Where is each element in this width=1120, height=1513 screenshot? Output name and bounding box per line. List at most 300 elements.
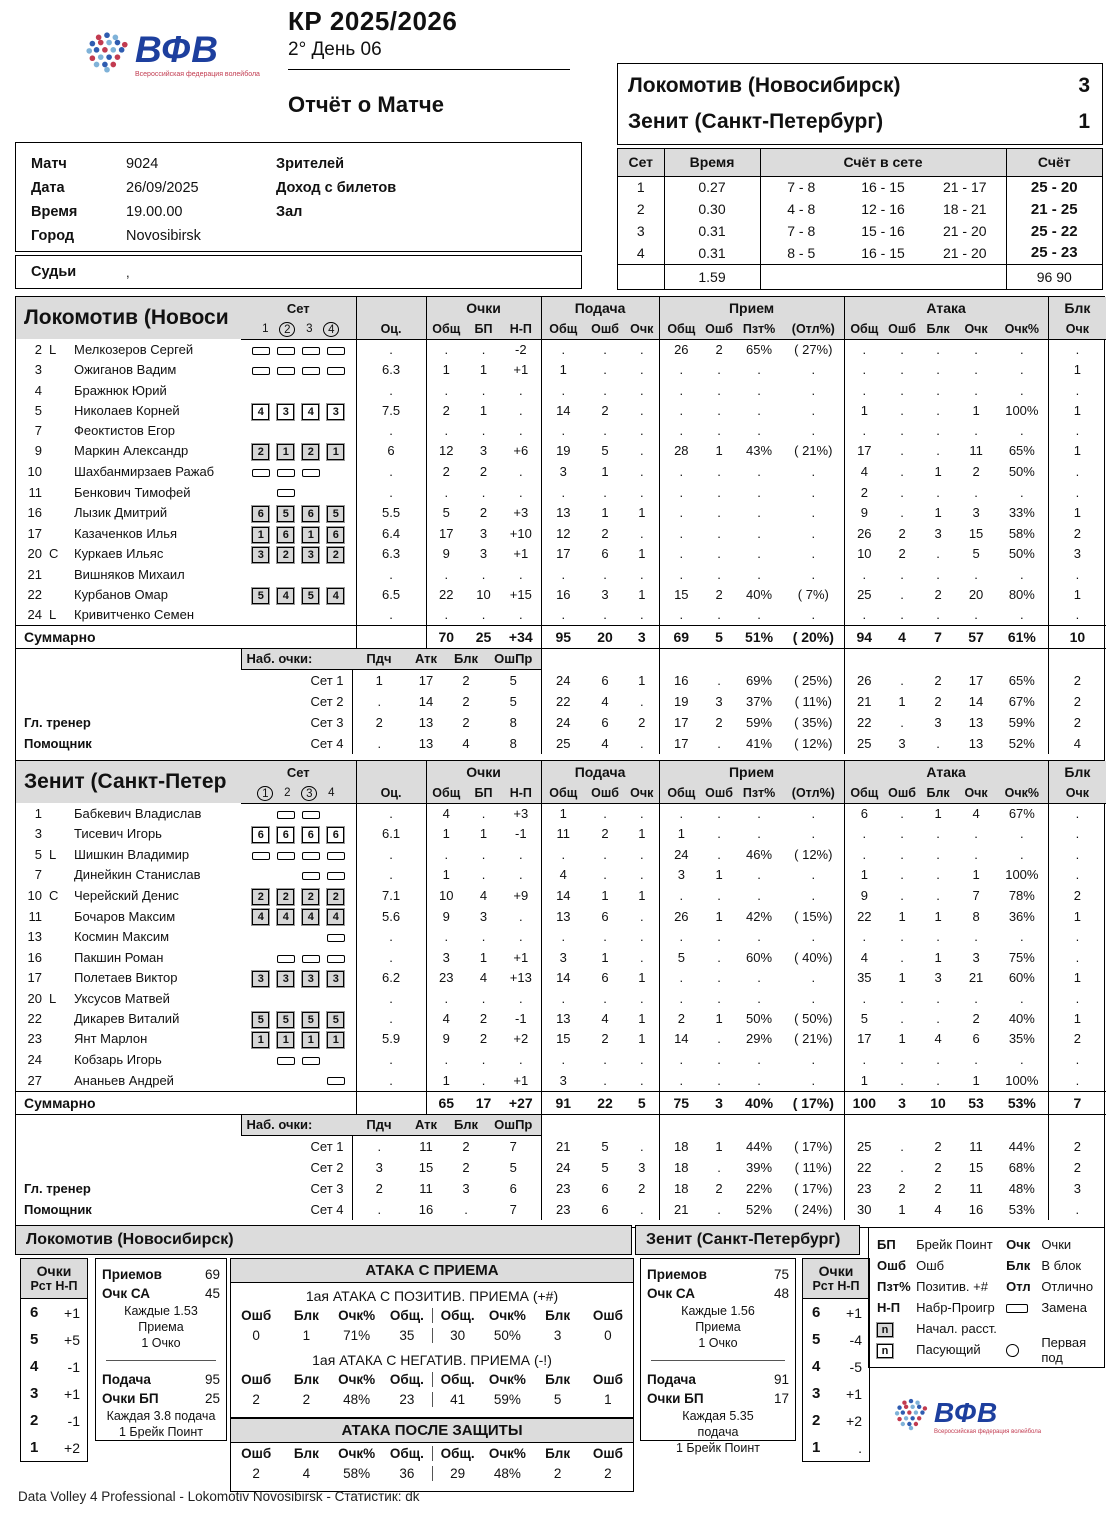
stat-cell: . [900, 505, 904, 521]
set-breakdown-row [16, 1135, 1106, 1157]
player-name: Николаев Корней [74, 402, 180, 418]
set-slot [273, 503, 298, 523]
attack-stat: Общ. [389, 1446, 424, 1461]
stat-label: Очк СА [102, 1286, 151, 1301]
stat-cell: 26 [844, 670, 884, 692]
stat-cell: 22 [844, 712, 884, 733]
stat-cell: 67% [1008, 805, 1035, 821]
set-slot [323, 1030, 348, 1050]
player-set-boxes [241, 503, 356, 524]
stat-cell: . [900, 1010, 904, 1026]
stat-cell: . [356, 462, 426, 483]
col-label: БП [466, 319, 501, 339]
summary-cell: 17 [466, 1091, 501, 1114]
set-score: 25 - 22 [1006, 220, 1102, 242]
stat-cell: 4 [601, 694, 609, 710]
attack-stat: 59% [493, 1392, 521, 1407]
points-box-header: Очки Рст Н-П [21, 1259, 87, 1299]
stat-cell: . [1048, 989, 1106, 1009]
set-numbers [241, 319, 356, 339]
stat-cell: . [639, 443, 644, 459]
negative-attack-values [231, 1392, 633, 1413]
rotation-points-row [21, 1434, 87, 1461]
stat-cell: . [811, 1072, 816, 1088]
player-row [16, 906, 1106, 927]
set-score: 25 - 20 [1006, 176, 1102, 198]
stat-cell: 23 [426, 968, 466, 989]
stat-cell: . [900, 443, 904, 459]
player-role: L [49, 607, 57, 623]
note-line: Каждые 1.53 [124, 1304, 198, 1318]
player-set-boxes [241, 803, 356, 824]
player-number: 4 [34, 382, 42, 398]
set-slot [323, 866, 348, 886]
team-name-header: Локомотив (Новоси [16, 297, 241, 339]
stat-cell: 5 [972, 546, 980, 562]
stat-cell: . [717, 402, 721, 418]
summary-cell: 20 [585, 626, 625, 649]
player-row [16, 544, 1106, 565]
stat-cell: 5.5 [356, 503, 426, 524]
player-name: Кривитченко Семен [74, 607, 195, 623]
stat-cell: 3 [715, 694, 723, 710]
stat-cell: . [603, 362, 607, 378]
stat-cell: 35% [1008, 1031, 1035, 1047]
stat-cell: . [659, 927, 703, 948]
stat-cell: . [356, 927, 426, 948]
stat-cell: 21 [659, 1199, 703, 1220]
rotation-points-row [21, 1380, 87, 1407]
note-line: Приема [695, 1320, 741, 1334]
summary-cell: 70 [426, 626, 466, 649]
stat-cell: . [639, 1201, 644, 1217]
col-label: Блк [920, 783, 956, 803]
stat-cell: . [518, 484, 523, 500]
stat-kv-row [647, 1370, 789, 1389]
stat-cell: 4 [844, 462, 884, 483]
stat-value: 91 [773, 1372, 789, 1387]
stat-cell: 24 [541, 670, 585, 692]
stat-cell: . [1020, 1051, 1024, 1067]
set-slot [248, 340, 273, 360]
set-slot [298, 401, 323, 421]
setter-position-box: 6 [252, 827, 269, 843]
stat-cell: 50% [1008, 546, 1035, 562]
stat-cell: 50% [746, 1010, 773, 1026]
player-role [46, 360, 68, 381]
home-team-table [15, 296, 1105, 762]
attack-stat: Блк [545, 1446, 571, 1461]
rotation-value: -1 [67, 1358, 80, 1375]
stat-cell: 41% [746, 736, 773, 752]
stat-cell: 5 [509, 673, 517, 689]
stat-cell: . [603, 846, 607, 862]
player-set-boxes [241, 339, 356, 360]
info-label: Город [31, 228, 75, 244]
stat-cell: 23 [844, 1178, 884, 1199]
stat-cell: . [717, 566, 721, 582]
stat-cell: . [974, 423, 978, 439]
set-slot [273, 825, 298, 845]
stat-cell: 33% [1008, 505, 1035, 521]
start-position-box: 1 [302, 1032, 319, 1048]
stat-label: Очки БП [647, 1391, 704, 1406]
stat-cell: 14 [418, 694, 434, 710]
stat-cell: 5 [509, 694, 517, 710]
col-label: Очк [956, 783, 996, 803]
player-row [16, 947, 1106, 968]
stat-cell: . [936, 484, 940, 500]
stat-cell: 6 [601, 715, 609, 731]
stat-cell: . [844, 1050, 884, 1071]
attack-stat: Ошб [241, 1446, 272, 1461]
stat-cell: 4 [934, 1201, 942, 1217]
note-line: Каждая 5.35 [682, 1409, 754, 1423]
match-info-box [15, 142, 582, 252]
col-rating: Оц. [356, 319, 426, 339]
stat-cell: 1 [601, 505, 609, 521]
stat-cell: . [1048, 381, 1106, 401]
substitution-box [302, 367, 320, 375]
set-slot [323, 545, 348, 565]
stat-cell: . [936, 423, 940, 439]
stat-cell: . [811, 805, 816, 821]
set-slot [273, 340, 298, 360]
player-number: 11 [28, 908, 42, 924]
start-position-box: 3 [277, 971, 294, 987]
set-slot [298, 907, 323, 927]
stat-cell: . [356, 482, 426, 503]
stat-cell: 1 [1048, 401, 1106, 422]
note-line: Каждая 3.8 подача [106, 1409, 216, 1423]
stat-cell: 1 [715, 443, 723, 459]
stat-cell: . [844, 845, 884, 866]
stat-cell: 4 [426, 1009, 466, 1030]
set-slot [273, 483, 298, 503]
summary-label: Суммарно [16, 626, 356, 649]
stat-cell: . [900, 867, 904, 883]
stat-cell: 2 [1048, 691, 1106, 712]
stat-cell: . [900, 464, 904, 480]
summary-cell: 3 [625, 626, 659, 649]
player-role: C [49, 888, 59, 904]
stat-cell: 22 [844, 1157, 884, 1178]
rotation-points-row [803, 1434, 869, 1461]
stat-cell: 2 [426, 401, 466, 422]
stat-cell: . [356, 845, 426, 866]
rotation-number: 1 [30, 1439, 39, 1456]
stat-cell: . [757, 484, 761, 500]
stat-cell: ( 25%) [794, 672, 833, 688]
player-name: Полетаев Виктор [74, 970, 178, 986]
stat-cell: . [352, 1135, 406, 1157]
stat-cell: 100% [1005, 867, 1039, 883]
set-number: 4 [636, 244, 645, 261]
stat-cell: 2 [1048, 712, 1106, 733]
partial-score: 12 - 16 [861, 201, 905, 217]
stat-cell: 1 [1048, 441, 1106, 462]
stat-cell: 1 [638, 826, 646, 842]
scored-points-label: Наб. очки: [241, 649, 352, 670]
stat-cell: . [757, 867, 761, 883]
col-label: ОшПр [486, 1115, 541, 1136]
player-row [16, 886, 1106, 907]
stat-cell: 3 [659, 865, 703, 886]
stat-cell: . [757, 505, 761, 521]
partial-score: 16 - 15 [861, 244, 905, 261]
vfv-logo [893, 1397, 1041, 1435]
substitution-box [327, 872, 345, 880]
col-label: Очк [1048, 783, 1106, 803]
rotation-number: 4 [812, 1358, 821, 1375]
col-label: (Отл%) [783, 319, 844, 339]
divider [106, 1360, 216, 1361]
set-row [618, 198, 1102, 220]
attack-after-defense-box [230, 1443, 634, 1492]
stat-cell: . [1020, 382, 1024, 398]
player-set-boxes [241, 845, 356, 866]
legend-row [877, 1334, 1100, 1365]
stat-cell: . [936, 443, 940, 459]
stat-cell: 5 [601, 1138, 609, 1154]
stat-cell: . [639, 362, 644, 378]
attack-stat: Блк [293, 1308, 319, 1323]
attack-stat: 2 [252, 1466, 260, 1481]
col-score: Счёт [1006, 149, 1102, 176]
stat-cell: 16 [968, 1201, 984, 1217]
stat-cell: . [481, 805, 486, 821]
player-role [46, 968, 68, 989]
stat-cell: 1 [844, 865, 884, 886]
partial-score: 18 - 21 [942, 201, 987, 217]
player-set-boxes [241, 968, 356, 989]
stat-value: 25 [204, 1391, 220, 1406]
set-slot [248, 524, 273, 544]
stat-cell: 6.1 [356, 824, 426, 845]
player-name: Мелкозеров Сергей [74, 341, 194, 357]
substitution-box [302, 1057, 320, 1065]
stat-cell: 14 [541, 886, 585, 907]
player-row [16, 585, 1106, 606]
stat-cell: . [603, 382, 607, 398]
positive-reception-subtitle: 1ая АТАКА С ПОЗИТИВ. ПРИЕМА (+#) [305, 1288, 559, 1304]
stat-cell: 52% [1008, 736, 1035, 752]
stat-cell: . [757, 464, 761, 480]
player-row [16, 381, 1106, 401]
start-position-box: 4 [277, 588, 294, 604]
attack-stat: 48% [343, 1392, 371, 1407]
stat-cell: . [603, 929, 607, 945]
setter-position-box: 4 [252, 404, 269, 420]
attack-stat: Блк [293, 1446, 319, 1461]
rotation-points-row [803, 1353, 869, 1380]
stat-cell: 3 [541, 947, 585, 968]
info-label: Зал [276, 204, 303, 220]
summary-cell: 5 [625, 1091, 659, 1114]
stat-cell: 4 [1048, 733, 1106, 754]
stat-cell: 4 [972, 805, 980, 821]
stat-cell: . [518, 846, 523, 862]
stat-cell: 3 [972, 505, 980, 521]
set-slot [273, 545, 298, 565]
stat-cell: 1 [715, 1010, 723, 1026]
player-number: 16 [27, 505, 42, 521]
player-name: Лызик Дмитрий [74, 505, 168, 521]
col-label: Общ [844, 783, 884, 803]
stat-value: 69 [204, 1267, 220, 1282]
player-number: 24 [27, 607, 42, 623]
stat-cell: 4 [479, 888, 488, 904]
player-row [16, 605, 1106, 626]
stat-cell: 2 [715, 1180, 723, 1196]
stat-cell: 11 [969, 443, 983, 459]
set-slot [273, 969, 298, 989]
stat-cell: . [603, 566, 607, 582]
stat-cell: 5.6 [356, 906, 426, 927]
stat-cell: . [481, 990, 486, 1006]
stat-cell: . [481, 846, 486, 862]
partial-score: 15 - 16 [861, 223, 905, 239]
stat-cell: . [811, 867, 816, 883]
stat-cell: 2 [934, 586, 942, 602]
player-row [16, 989, 1106, 1009]
stat-cell: 1 [1048, 1009, 1106, 1030]
stat-cell: . [481, 566, 486, 582]
set-slot [323, 585, 348, 605]
stat-cell: . [356, 421, 426, 441]
set-slot [298, 886, 323, 906]
stat-cell: . [639, 382, 644, 398]
start-position-box: 5 [302, 1012, 319, 1028]
stat-cell: . [936, 1010, 940, 1026]
set-slot [323, 907, 348, 927]
stat-cell: . [844, 360, 884, 381]
stat-cell: 1 [638, 586, 646, 602]
stat-cell: 3 [541, 1070, 585, 1091]
stat-cell: . [1048, 803, 1106, 824]
set-slot [323, 340, 348, 360]
stat-cell: 4 [844, 947, 884, 968]
stat-cell: 1 [601, 464, 609, 480]
set-time: 0.27 [664, 176, 760, 198]
set-slot [248, 442, 273, 462]
legend-row [877, 1255, 1100, 1276]
legend-key: Н-П [877, 1300, 901, 1315]
stat-cell: +15 [509, 586, 532, 602]
col-score-in-set: Счёт в сете [760, 149, 1006, 176]
stat-cell: 2 [352, 1178, 406, 1199]
stat-cell: . [518, 607, 523, 623]
substitution-box [327, 955, 345, 963]
player-number: 3 [34, 362, 42, 378]
stat-cell: . [717, 546, 721, 562]
partial-score: 21 - 20 [942, 244, 987, 261]
match-info-row [16, 224, 581, 248]
stat-cell: 18 [659, 1178, 703, 1199]
set-slot [298, 585, 323, 605]
set-scores-box [617, 148, 1103, 290]
player-role [46, 803, 68, 824]
player-row [16, 1050, 1106, 1071]
set-breakdown-row [16, 670, 1106, 692]
positive-attack-values [231, 1328, 633, 1349]
vfv-logo-text: ВФВ [934, 1397, 999, 1428]
attack-stat: 2 [553, 1466, 562, 1481]
stat-cell: . [639, 1051, 644, 1067]
stat-cell: . [811, 362, 816, 378]
substitution-box [327, 852, 345, 860]
stat-cell: 13 [418, 736, 434, 752]
stat-cell: . [639, 464, 644, 480]
rotation-number: 4 [30, 1358, 39, 1375]
player-name: Динейкин Станислав [74, 867, 201, 883]
stat-cell: . [518, 867, 523, 883]
home-team-sets: 3 [1078, 74, 1090, 97]
stat-cell: . [481, 929, 486, 945]
start-position-box: 1 [277, 1032, 294, 1048]
match-summary-section [15, 1225, 1105, 1488]
stat-cell: . [356, 1070, 426, 1091]
stat-cell: 4 [426, 803, 466, 824]
stat-cell: . [1048, 462, 1106, 483]
set-slot [248, 845, 273, 865]
stat-cell: . [659, 989, 703, 1009]
set-slot [273, 886, 298, 906]
stat-cell: . [811, 566, 816, 582]
player-name: Ананьев Андрей [74, 1072, 174, 1088]
col-label: Очк% [996, 319, 1048, 339]
attack-stat: Очк% [338, 1308, 376, 1323]
stat-cell: +6 [513, 443, 529, 459]
stat-cell: . [659, 1070, 703, 1091]
empty-cell [16, 1135, 241, 1157]
stat-cell: . [811, 402, 816, 418]
player-row [16, 441, 1106, 462]
stat-cell: . [1020, 566, 1024, 582]
stat-cell: 30 [844, 1199, 884, 1220]
stat-cell: . [717, 607, 721, 623]
stat-cell: 2 [844, 482, 884, 503]
stat-cell: . [1048, 565, 1106, 585]
stat-cell: . [757, 402, 761, 418]
setter-position-box: 3 [327, 404, 344, 420]
stat-value: 48 [773, 1286, 789, 1301]
start-position-box: 5 [302, 588, 319, 604]
stat-cell: 1 [426, 865, 466, 886]
stat-cell: 1 [479, 826, 488, 842]
stat-cell: 9 [844, 886, 884, 907]
substitution-box [277, 347, 295, 355]
stat-cell: . [639, 525, 644, 541]
stat-cell: 2 [426, 462, 466, 483]
stat-cell: . [757, 805, 761, 821]
attack-stat: 41 [432, 1392, 482, 1407]
set-slot [248, 401, 273, 421]
match-info-row [16, 152, 581, 176]
assistant-coach-label: Помощник [24, 1201, 92, 1217]
set-slot [298, 804, 323, 824]
stat-cell: . [352, 733, 406, 754]
player-role: L [49, 990, 57, 1006]
legend-value: Первая под [1041, 1334, 1087, 1365]
summary-cell: 51% [735, 626, 783, 649]
setter-position-box: 6 [277, 827, 294, 843]
stat-cell: . [1020, 423, 1024, 439]
stat-cell: 21 [968, 970, 984, 986]
stat-cell: . [1048, 845, 1106, 866]
attack-stat: Очк% [488, 1372, 526, 1387]
stat-cell: ( 24%) [794, 1201, 833, 1217]
